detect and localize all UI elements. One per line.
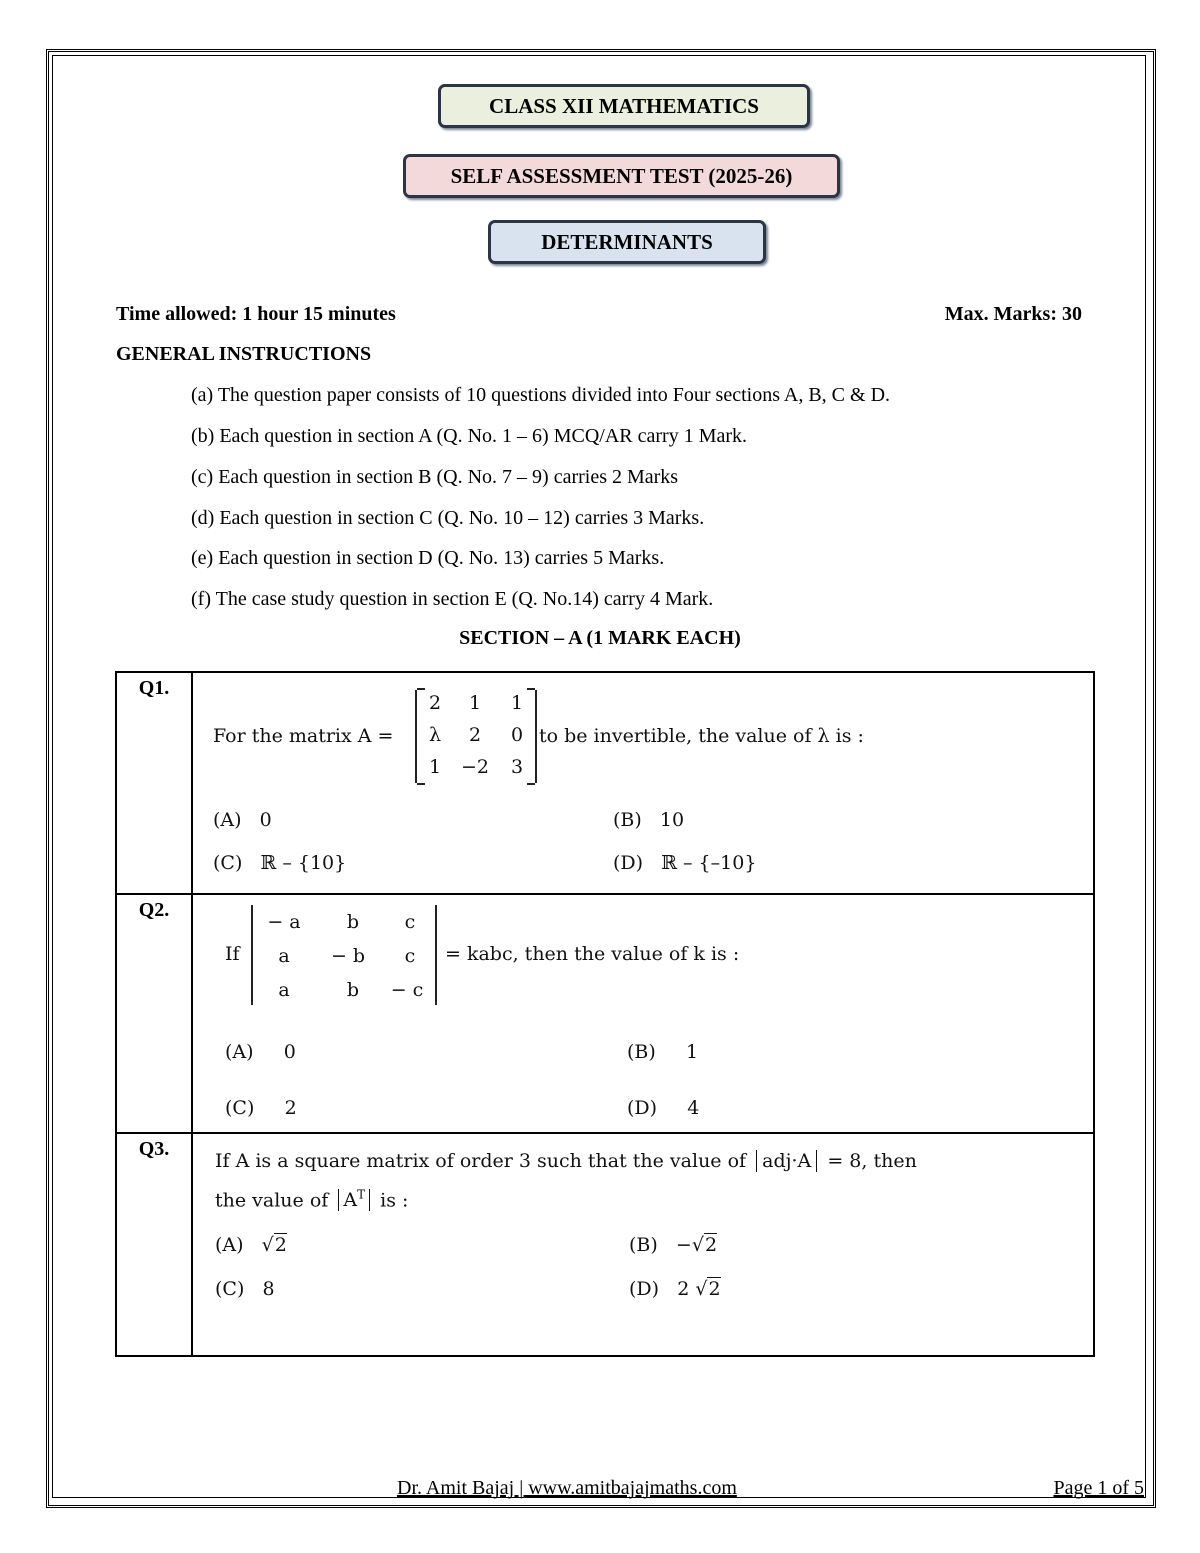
matrix-cell: −2 bbox=[460, 756, 489, 778]
question-number: Q3. bbox=[116, 1133, 192, 1356]
option-value: 2 bbox=[284, 1097, 297, 1119]
section-a-heading: SECTION – A (1 MARK EACH) bbox=[459, 627, 741, 649]
option-label: (C) bbox=[215, 1278, 245, 1300]
question-line bbox=[215, 1150, 917, 1172]
matrix-cell: c bbox=[404, 945, 416, 967]
option-value: 0 bbox=[259, 809, 272, 831]
matrix-cell: 1 bbox=[510, 692, 524, 714]
matrix-cell: 2 bbox=[428, 692, 442, 714]
question-number: Q2. bbox=[116, 894, 192, 1133]
option-d bbox=[613, 852, 756, 874]
matrix-cell: a bbox=[278, 979, 290, 1001]
abs-a-transpose bbox=[338, 1189, 370, 1211]
matrix-cell: − c bbox=[390, 979, 424, 1001]
option-value: 0 bbox=[283, 1041, 296, 1063]
instruction-item: (d) Each question in section C (Q. No. 10 – 12) carries 3 Marks. bbox=[191, 507, 705, 529]
footer-author-link[interactable]: Dr. Amit Bajaj | www.amitbajajmaths.com bbox=[397, 1477, 737, 1499]
question-text: is : bbox=[380, 1189, 409, 1212]
option-d bbox=[627, 1097, 699, 1119]
instruction-item: (e) Each question in section D (Q. No. 13) carries 5 Marks. bbox=[191, 547, 665, 569]
option-b bbox=[613, 809, 684, 831]
chapter-title: DETERMINANTS bbox=[541, 229, 713, 254]
option-label: (B) bbox=[627, 1041, 656, 1063]
question-text: to be invertible, the value of λ is : bbox=[539, 725, 864, 747]
transpose-sup: T bbox=[357, 1188, 366, 1202]
option-label: (C) bbox=[213, 852, 243, 874]
question-text: = kabc, then the value of k is : bbox=[445, 943, 740, 965]
option-value: 2 bbox=[704, 1234, 718, 1256]
option-value: 10 bbox=[659, 809, 685, 831]
option-value: 2 bbox=[274, 1234, 287, 1256]
matrix-cell: λ bbox=[428, 724, 442, 746]
option-a: (A) √2 bbox=[215, 1234, 287, 1256]
option-c bbox=[225, 1097, 297, 1119]
class-title-box bbox=[438, 84, 810, 128]
abs-adj-a: adj·A bbox=[756, 1150, 817, 1172]
determinant bbox=[251, 905, 437, 1005]
chapter-title-box bbox=[488, 220, 766, 264]
question-row bbox=[116, 672, 1094, 894]
question-text: If bbox=[225, 943, 240, 965]
instruction-item: (b) Each question in section A (Q. No. 1 – 6) MCQ/AR carry 1 Mark. bbox=[191, 425, 748, 447]
option-label: (D) bbox=[629, 1278, 660, 1300]
option-value: 2 bbox=[708, 1278, 721, 1300]
test-title: SELF ASSESSMENT TEST (2025-26) bbox=[450, 163, 793, 188]
question-line bbox=[215, 1188, 408, 1211]
matrix-symbol: A bbox=[343, 1189, 358, 1212]
option-label: (A) bbox=[225, 1041, 254, 1063]
question-text: the value of bbox=[215, 1189, 329, 1212]
matrix-cell: b bbox=[346, 911, 360, 933]
general-instructions-heading: GENERAL INSTRUCTIONS bbox=[116, 343, 372, 365]
question-text: If A is a square matrix of order 3 such that the value of bbox=[215, 1150, 747, 1172]
question-body bbox=[192, 1133, 1094, 1356]
matrix-cell: b bbox=[346, 979, 360, 1001]
class-title: CLASS XII MATHEMATICS bbox=[489, 93, 759, 118]
question-row bbox=[116, 894, 1094, 1133]
matrix-cell: 3 bbox=[510, 756, 524, 778]
questions-table bbox=[115, 671, 1095, 1357]
option-c bbox=[213, 852, 346, 874]
matrix-cell: − b bbox=[330, 945, 366, 967]
instruction-item: (f) The case study question in section E (Q. No.14) carry 4 Mark. bbox=[191, 588, 714, 610]
page-number: Page 1 of 5 bbox=[1053, 1477, 1144, 1499]
question-body bbox=[192, 672, 1094, 894]
question-body bbox=[192, 894, 1094, 1133]
option-a bbox=[213, 809, 272, 831]
option-a bbox=[225, 1041, 296, 1063]
option-c bbox=[215, 1278, 275, 1300]
option-label: (B) bbox=[629, 1234, 658, 1256]
option-value: ℝ – {–10} bbox=[661, 852, 757, 874]
option-label: (D) bbox=[627, 1097, 658, 1119]
option-value: 8 bbox=[262, 1278, 275, 1300]
option-label: (C) bbox=[225, 1097, 255, 1119]
matrix-cell: 2 bbox=[468, 724, 482, 746]
matrix-cell: 1 bbox=[468, 692, 482, 714]
time-allowed: Time allowed: 1 hour 15 minutes bbox=[116, 303, 396, 325]
matrix-cell: 1 bbox=[428, 756, 442, 778]
option-value: 1 bbox=[686, 1041, 699, 1063]
option-value: ℝ – {10} bbox=[260, 852, 347, 874]
option-prefix: 2 bbox=[677, 1278, 690, 1300]
question-text: For the matrix A = bbox=[213, 725, 394, 747]
question-row bbox=[116, 1133, 1094, 1356]
option-b bbox=[627, 1041, 698, 1063]
option-b: (B) −√2 bbox=[629, 1234, 718, 1256]
max-marks: Max. Marks: 30 bbox=[944, 303, 1082, 325]
option-d: (D) 2 √2 bbox=[629, 1278, 721, 1300]
option-label: (A) bbox=[213, 809, 242, 831]
option-label: (A) bbox=[215, 1234, 244, 1256]
matrix-cell: c bbox=[404, 911, 416, 933]
option-value: 4 bbox=[687, 1097, 700, 1119]
matrix-cell: − a bbox=[267, 911, 301, 933]
matrix-cell: 0 bbox=[510, 724, 524, 746]
matrix-cell: a bbox=[278, 945, 290, 967]
question-number: Q1. bbox=[116, 672, 192, 894]
instruction-item: (c) Each question in section B (Q. No. 7 – 9) carries 2 Marks bbox=[191, 466, 679, 488]
test-title-box bbox=[403, 154, 840, 198]
option-label: (B) bbox=[613, 809, 642, 831]
matrix bbox=[415, 690, 537, 783]
question-text: = 8, then bbox=[827, 1150, 917, 1172]
instruction-item: (a) The question paper consists of 10 questions divided into Four sections A, B, C & D. bbox=[191, 384, 891, 406]
option-prefix: − bbox=[675, 1234, 692, 1256]
option-label: (D) bbox=[613, 852, 644, 874]
